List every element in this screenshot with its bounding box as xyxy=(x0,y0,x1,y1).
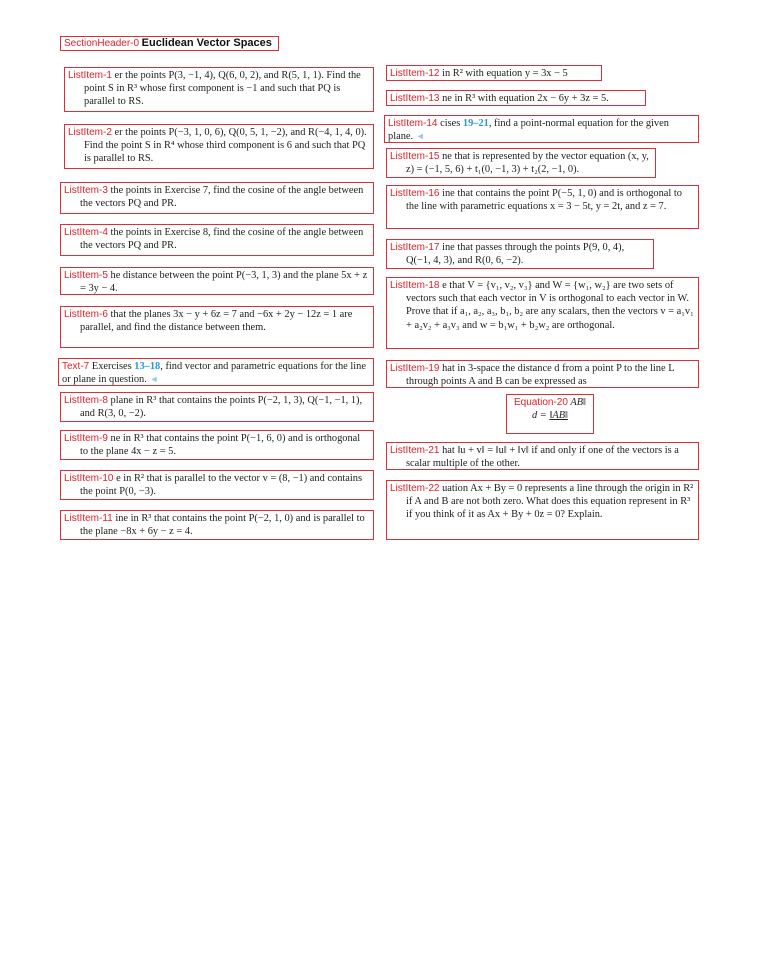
list-item xyxy=(60,392,374,422)
exercise-range-link[interactable]: 19–21 xyxy=(462,118,489,129)
item-text: ine in R³ that contains the point P(−2, 1, 0) and is parallel to the plane −8x + 6y − z = 4. xyxy=(80,513,365,538)
region-label: ListItem-5 xyxy=(64,270,108,281)
list-item xyxy=(386,65,602,81)
list-item xyxy=(60,470,374,500)
list-item xyxy=(386,360,699,388)
equation-numerator: AB‖ xyxy=(570,397,586,408)
item-text: that the planes 3x − y + 6z = 7 and −6x + 2y − 12z = 1 are parallel, and find the distance between them. xyxy=(80,309,353,334)
item-text: the points in Exercise 7, find the cosine of the angle between the vectors PQ and PR. xyxy=(80,185,364,210)
region-label: ListItem-16 xyxy=(390,188,440,199)
list-item xyxy=(384,115,699,143)
region-label: ListItem-10 xyxy=(64,473,114,484)
list-item xyxy=(64,67,374,112)
region-label: ListItem-9 xyxy=(64,433,108,444)
list-item xyxy=(386,239,654,269)
region-label: ListItem-18 xyxy=(390,280,440,291)
item-text: ine that passes through the points P(9, 0, 4), Q(−1, 4, 3), and R(0, 6, −2). xyxy=(406,242,625,267)
list-item xyxy=(60,306,374,348)
region-label: ListItem-6 xyxy=(64,309,108,320)
list-item xyxy=(60,224,374,256)
item-text: plane in R³ that contains the points P(−2, 1, 3), Q(−1, −1, 1), and R(3, 0, −2). xyxy=(80,395,363,420)
item-text: the points in Exercise 8, find the cosine of the angle between the vectors PQ and PR. xyxy=(80,227,364,252)
text-block xyxy=(58,358,374,386)
list-item xyxy=(60,430,374,460)
region-label: ListItem-8 xyxy=(64,395,108,406)
region-label: ListItem-19 xyxy=(390,363,440,374)
region-label: ListItem-2 xyxy=(68,127,112,138)
item-text: ne in R³ with equation 2x − 6y + 3z = 5. xyxy=(442,93,609,104)
list-item xyxy=(386,148,656,178)
region-label: ListItem-13 xyxy=(390,93,440,104)
text-after: , find a point-normal equation for the given plane. xyxy=(388,118,669,143)
equation-block xyxy=(506,394,594,434)
region-label: Text-7 xyxy=(62,361,90,372)
item-text: ne that is represented by the vector equation (x, y, z) = (−1, 5, 6) + t₁(0, −1, 3) + t₂(2, −1, 0). xyxy=(406,151,649,176)
list-item xyxy=(386,185,699,229)
list-item xyxy=(386,277,699,349)
equation-lhs: d = xyxy=(532,410,547,422)
region-label: ListItem-22 xyxy=(390,483,440,494)
region-label: ListItem-21 xyxy=(390,445,440,456)
list-item xyxy=(60,510,374,540)
section-title: Euclidean Vector Spaces xyxy=(141,37,272,49)
item-text: er the points P(3, −1, 4), Q(6, 0, 2), and R(5, 1, 1). Find the point S in R³ whose first component is −1 and such that PQ is parallel to RS. xyxy=(84,70,361,108)
item-text: e in R² that is parallel to the vector v = (8, −1) and contains the point P(0, −3). xyxy=(80,473,363,498)
item-text: er the points P(−3, 1, 0, 6), Q(0, 5, 1, −2), and R(−4, 1, 4, 0). Find the point S in R⁴ whose third component is 6 and such that PQ is parallel to RS. xyxy=(84,127,367,165)
list-item xyxy=(64,124,374,169)
item-text: hat ‖u + v‖ = ‖u‖ + ‖v‖ if and only if one of the vectors is a scalar multiple of the other. xyxy=(406,445,679,470)
region-label: ListItem-3 xyxy=(64,185,108,196)
exercise-range-link[interactable]: 13–18 xyxy=(134,361,161,372)
item-text: ne in R³ that contains the point P(−1, 6, 0) and is orthogonal to the plane 4x − z = 5. xyxy=(80,433,361,458)
text-before: cises xyxy=(440,118,463,129)
list-item xyxy=(386,480,699,540)
item-text: uation Ax + By = 0 represents a line through the origin in R² if A and B are not both zero. What does this equation represent in R³ if you think of it as Ax + By + 0z = 0? Explain. xyxy=(406,483,694,521)
item-text: he distance between the point P(−3, 1, 3) and the plane 5x + z = 3y − 4. xyxy=(80,270,368,295)
list-item xyxy=(386,442,699,470)
list-item xyxy=(60,267,374,295)
item-text: e that V = {v₁, v₂, v₃} and W = {w₁, w₂} are two sets of vectors such that each vector in V is orthogonal to each vector in W. Prove that if a₁, a₂, a₃, b₁, b₂ are any scalars, then the vectors v = a₁v₁ + a₂v₂ + a₃v₃ and w = b₁w₁ + b₂w₂ are orthogonal. xyxy=(406,280,694,331)
region-label: ListItem-17 xyxy=(390,242,440,253)
region-label: ListItem-1 xyxy=(68,70,112,81)
item-text: hat in 3-space the distance d from a point P to the line L through points A and B can be expressed as xyxy=(406,363,675,388)
text-before: Exercises xyxy=(91,361,135,372)
region-label: ListItem-15 xyxy=(390,151,440,162)
list-item xyxy=(60,182,374,214)
left-triangle-icon: ◄ xyxy=(149,374,159,385)
region-label: ListItem-4 xyxy=(64,227,108,238)
equation-denominator: ‖AB‖ xyxy=(549,410,568,422)
section-header xyxy=(60,36,279,51)
region-label: ListItem-11 xyxy=(64,513,113,524)
region-label: Equation-20 xyxy=(514,397,568,408)
list-item xyxy=(386,90,646,106)
item-text: ine that contains the point P(−5, 1, 0) and is orthogonal to the line with parametric equations x = 3 − 5t, y = 2t, and z = 7. xyxy=(406,188,682,213)
left-triangle-icon: ◄ xyxy=(415,131,425,142)
text-after: , find vector and parametric equations for the line or plane in question. xyxy=(62,361,366,386)
item-text: in R² with equation y = 3x − 5 xyxy=(442,68,568,79)
region-label: SectionHeader-0 xyxy=(64,38,140,49)
region-label: ListItem-14 xyxy=(388,118,438,129)
region-label: ListItem-12 xyxy=(390,68,440,79)
